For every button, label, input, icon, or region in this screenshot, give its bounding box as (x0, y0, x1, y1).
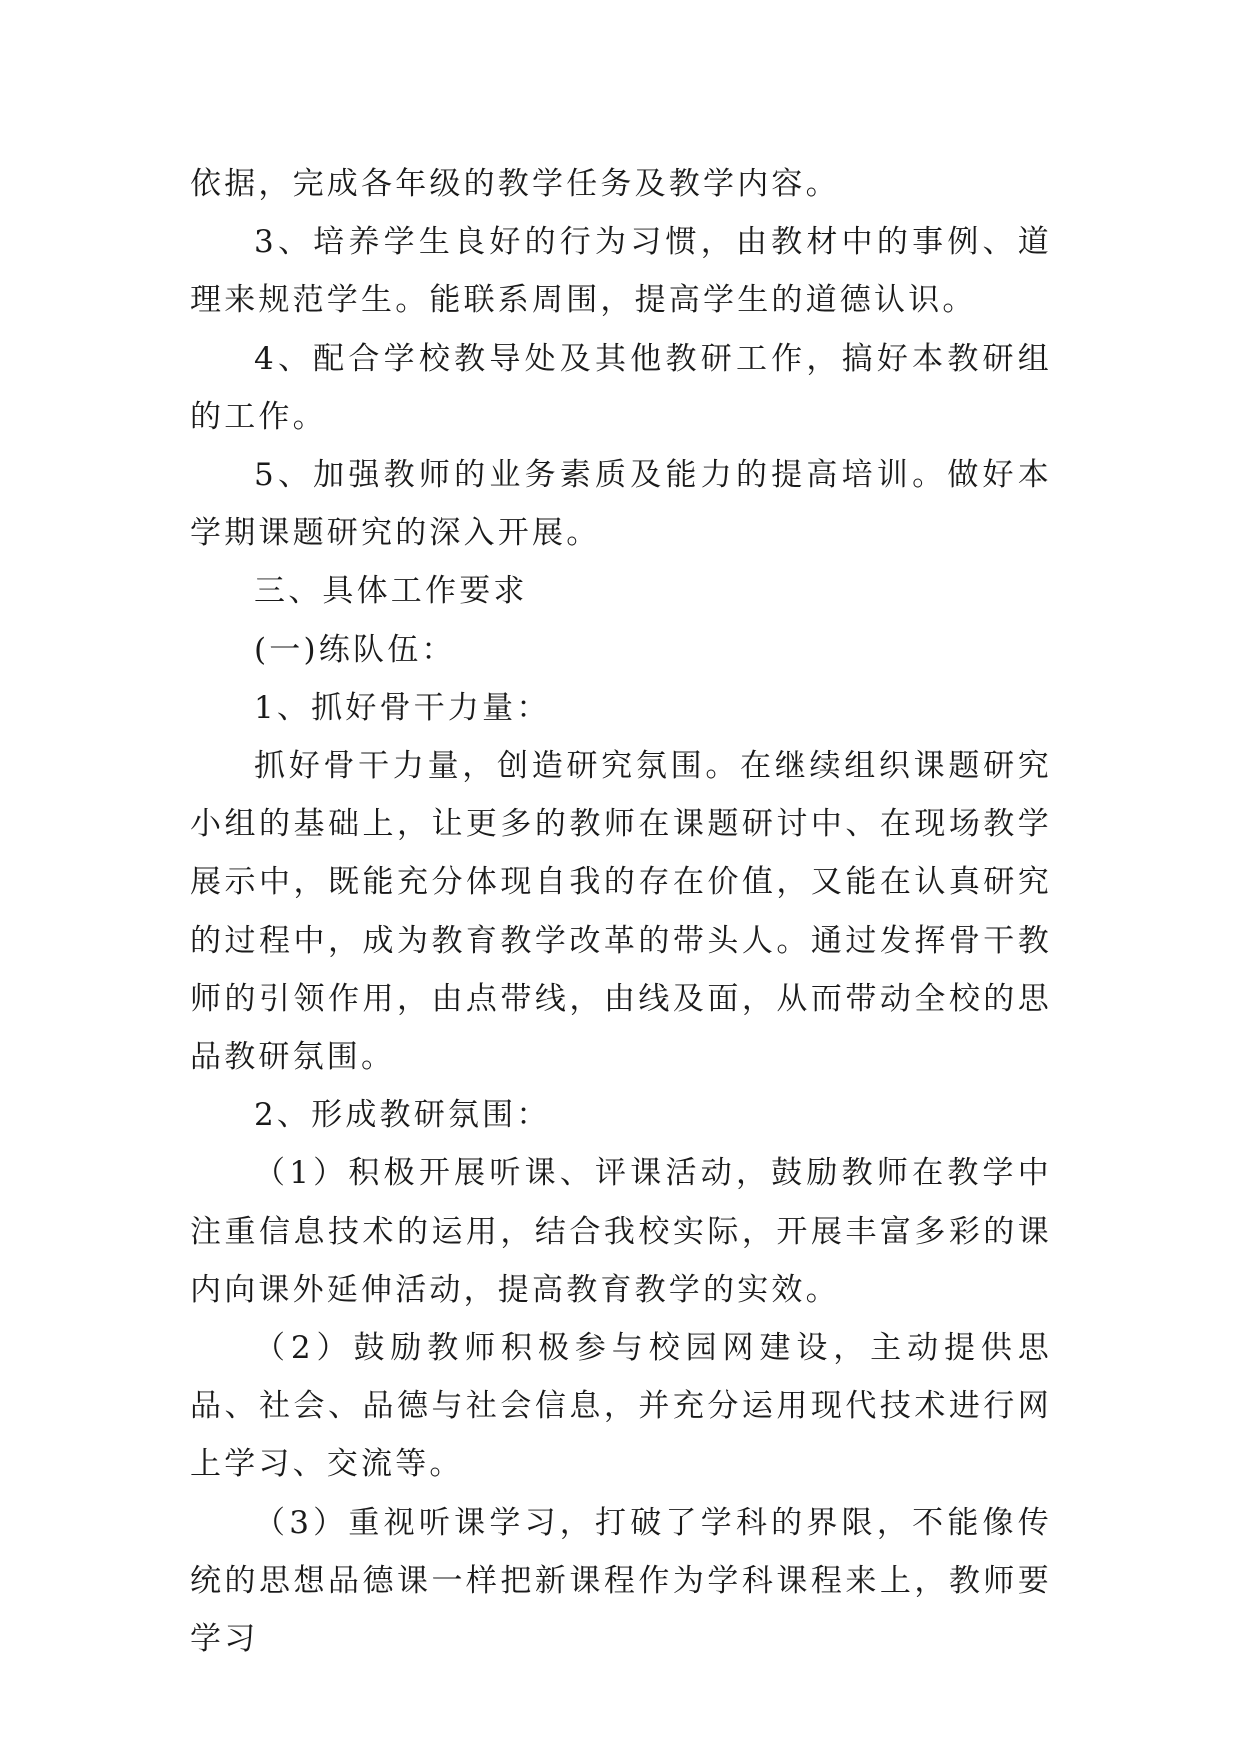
paragraph-5: 抓好骨干力量，创造研究氛围。在继续组织课题研究小组的基础上，让更多的教师在课题研讨中、在现场教学展示中，既能充分体现自我的存在价值，又能在认真研究的过程中，成为教育教学改革的带头人。通过发挥骨干教师的引领作用，由点带线，由线及面，从而带动全校的思品教研氛围。 (190, 748, 1052, 1076)
paragraph-8: （3）重视听课学习，打破了学科的界限，不能像传统的思想品德课一样把新课程作为学科课程来上，教师要学习 (190, 1504, 1052, 1658)
paragraph-2: 3、培养学生良好的行为习惯，由教材中的事例、道理来规范学生。能联系周围，提高学生的道德认识。 (190, 224, 1052, 319)
paragraph-6: （1）积极开展听课、评课活动，鼓励教师在教学中注重信息技术的运用，结合我校实际，开展丰富多彩的课内向课外延伸活动，提高教育教学的实效。 (190, 1155, 1052, 1308)
subsection-heading-1: (一)练队伍： (254, 631, 456, 668)
section-heading-3: 三、具体工作要求 (254, 573, 528, 610)
item-heading-1: 1、抓好骨干力量： (254, 689, 551, 726)
item-heading-2: 2、形成教研氛围： (254, 1097, 551, 1134)
document-body (190, 155, 1052, 1668)
paragraph-1: 依据，完成各年级的教学任务及教学内容。 (190, 166, 840, 202)
paragraph-3: 4、配合学校教导处及其他教研工作，搞好本教研组的工作。 (190, 340, 1052, 435)
paragraph-4: 5、加强教师的业务素质及能力的提高培训。做好本学期课题研究的深入开展。 (190, 457, 1052, 552)
paragraph-7: （2）鼓励教师积极参与校园网建设，主动提供思品、社会、品德与社会信息，并充分运用现代技术进行网上学习、交流等。 (190, 1330, 1052, 1483)
